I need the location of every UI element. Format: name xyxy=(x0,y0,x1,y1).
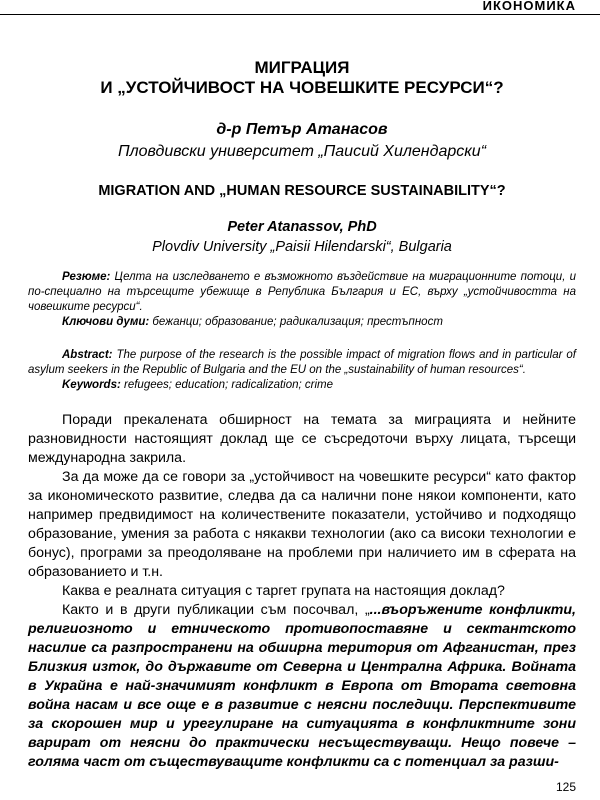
body-paragraph-3: Каква е реалната ситуация с таргет групата на настоящия доклад? xyxy=(62,583,505,599)
abstract-en-label: Abstract: xyxy=(62,349,113,361)
keywords-en xyxy=(28,378,576,393)
body-paragraph-2: За да може да се говори за „устойчивост на човешките ресурси“ като фактор за икономическото развитие, следва да са налични поне някои компоненти, като например предвидимост на количествените показатели, устойчиво и подходящо образование, умения за работа с някакви технологии (ако са високи технологии е бонус), програми за преодоляване на проблеми при наличието им в сферата на образованието и т.н. xyxy=(28,469,576,580)
title-bg-line2: И „УСТОЙЧИВОСТ НА ЧОВЕШКИТЕ РЕСУРСИ“? xyxy=(100,78,504,97)
abstract-en xyxy=(28,348,576,378)
affiliation-bg: Пловдивски университет „Паисий Хилендарски“ xyxy=(117,143,487,160)
keywords-en-text: refugees; education; radicalization; crime xyxy=(124,379,334,391)
keywords-en-label: Keywords: xyxy=(62,379,121,391)
journal-section-label: ИКОНОМИКА xyxy=(482,0,576,13)
abstract-en-text: The purpose of the research is the possible impact of migration flows and in particular of asylum seekers in the Republic of Bulgaria and the EU on the „sustainability of human resources“. xyxy=(28,349,576,376)
title-bg-line1: МИГРАЦИЯ xyxy=(254,58,350,77)
running-header xyxy=(0,0,600,15)
abstract-bg-label: Резюме: xyxy=(62,271,111,283)
keywords-bg xyxy=(28,315,576,330)
abstract-bg xyxy=(28,270,576,315)
page-content xyxy=(28,58,576,772)
title-en: MIGRATION AND „HUMAN RESOURCE SUSTAINABILITY“? xyxy=(98,183,506,199)
abstract-bg-text: Целта на изследването е възможното въздействие на миграционните потоци, и по-специално на търсещите убежище в Република България и ЕС, върху „устойчивостта на човешките ресурси“. xyxy=(28,271,577,313)
body-paragraph-4-lead: Както и в други публикации съм посочвал, „ xyxy=(62,602,370,618)
page-number: 125 xyxy=(555,780,576,794)
affiliation-en: Plovdiv University „Paisii Hilendarski“, Bulgaria xyxy=(152,239,452,255)
body-paragraph-4 xyxy=(28,601,576,772)
keywords-bg-text: бежанци; образование; радикализация; престъпност xyxy=(152,316,443,328)
keywords-bg-label: Ключови думи: xyxy=(62,316,150,328)
title-bg xyxy=(28,58,576,98)
body-paragraph-4-quote: ...въоръжените конфликти, религиозното и етническото противопоставяне и сектантското насилие са разпространени на обширна територия от Афганистан, през Близкия изток, до държавите от Северна и Централна Африка. Войната в Украйна е най-значимият конфликт в Европа от Втората световна война насам и все още е в развитие с неясни последици. Перспективите за скорошен мир и урегулиране на ситуацията в конфликтните зони варират от неясни до практически несъществуващи. Нещо повече – голяма част от съществуващите конфликти са с потенциал за разши- xyxy=(28,602,576,770)
author-en: Peter Atanassov, PhD xyxy=(227,219,377,235)
body-text xyxy=(28,411,576,772)
author-bg: д-р Петър Атанасов xyxy=(216,121,388,138)
body-paragraph-1: Поради прекалената обширност на темата за миграцията и нейните разновидности настоящият доклад ще се съсредоточи върху лицата, търсещи международна закрила. xyxy=(28,412,576,466)
